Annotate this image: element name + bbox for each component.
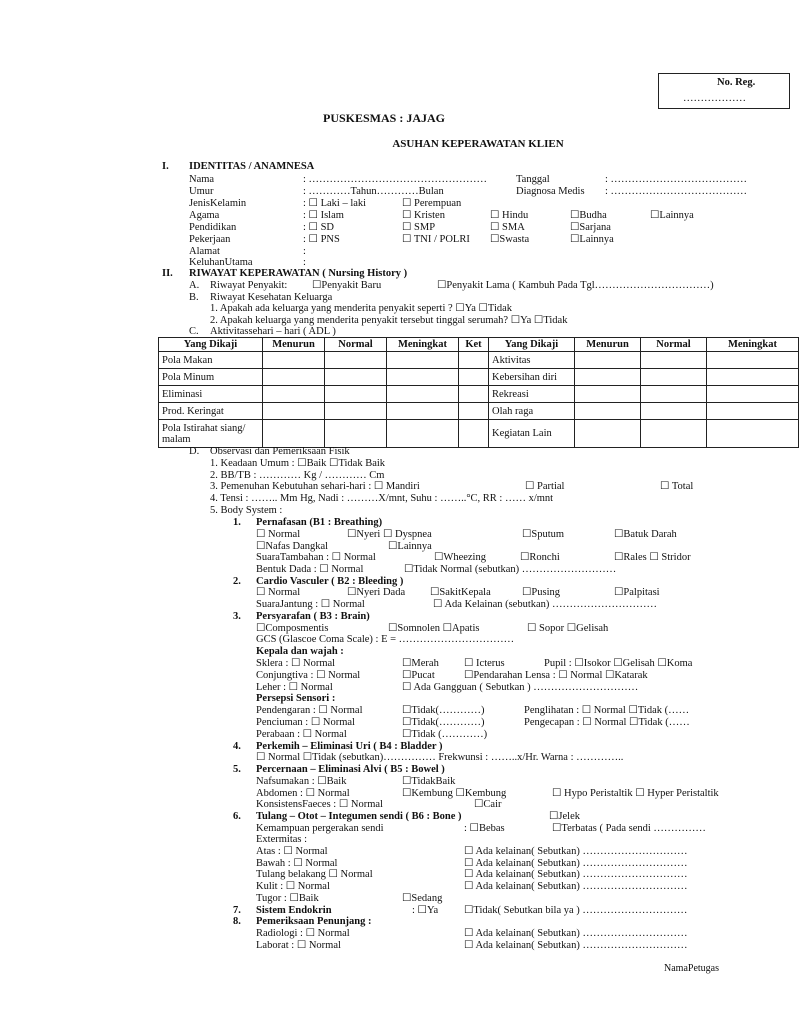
kepala-wajah-heading: Kepala dan wajah : [256,646,344,657]
penciuman-row[interactable]: Penciuman : ☐ Normal [256,717,355,728]
abdomen-peristaltik[interactable]: ☐ Hypo Peristaltik ☐ Hyper Peristaltik [552,788,719,799]
item-a-letter: A. [189,280,200,291]
b1-nafas-dangkal[interactable]: ☐Nafas Dangkal [256,541,329,552]
adl-row-label: Aktivitas [489,352,575,369]
b1-ronchi[interactable]: ☐Ronchi [520,552,560,563]
b1-nyeri-dyspnea[interactable]: ☐Nyeri ☐ Dyspnea [347,529,432,540]
pergerakan-sendi-label: Kemampuan pergerakan sendi [256,823,384,834]
sklera-merah[interactable]: ☐Merah [402,658,439,669]
tanggal-field[interactable]: : ………………………………… [605,174,748,185]
adl-cell[interactable] [387,403,459,420]
adl-cell[interactable] [641,403,707,420]
penyakit-lama-option[interactable]: ☐Penyakit Lama ( Kambuh Pada Tgl……………………………) [437,280,714,291]
keluarga-question-2[interactable]: 2. Apakah keluarga yang menderita penyakit tersebut tinggal serumah? ☐Ya ☐Tidak [210,315,568,326]
bawah-kelainan[interactable]: ☐ Ada kelainan( Sebutkan) ………………………… [464,858,688,869]
riwayat-penyakit-label: Riwayat Penyakit: [210,280,288,291]
alamat-label: Alamat [189,246,220,257]
suara-tambahan-row[interactable]: SuaraTambahan : ☐ Normal [256,552,376,563]
adl-cell[interactable] [707,403,799,420]
b3-number: 3. [233,611,241,622]
table-row [159,369,799,386]
keadaan-umum-row[interactable]: 1. Keadaan Umum : ☐Baik ☐Tidak Baik [210,458,386,469]
pemenuhan-partial[interactable]: ☐ Partial [525,481,565,492]
b1-normal[interactable]: ☐ Normal [256,529,301,540]
keluhan-field[interactable]: : [303,257,306,268]
item-c-letter: C. [189,326,199,337]
adl-header: Normal [325,338,387,352]
adl-cell[interactable] [575,403,641,420]
adl-cell[interactable] [387,369,459,386]
diagnosa-label: Diagnosa Medis [516,186,585,197]
pengecapan-row[interactable]: Pengecapan : ☐ Normal ☐Tidak (…… [524,717,690,728]
b3-title: Persyarafan ( B3 : Brain) [256,611,370,622]
atas-kelainan[interactable]: ☐ Ada kelainan( Sebutkan) ………………………… [464,846,688,857]
penciuman-tidak[interactable]: ☐Tidak(…………) [402,717,485,728]
conjungtiva-row[interactable]: Conjungtiva : ☐ Normal [256,670,361,681]
adl-cell[interactable] [325,403,387,420]
b4-number: 4. [233,741,241,752]
section-1-title: IDENTITAS / ANAMNESA [189,161,315,172]
b6-number: 6. [233,811,241,822]
leher-gangguan[interactable]: ☐ Ada Gangguan ( Sebutkan ) ………………………… [402,682,639,693]
riwayat-keluarga-label: Riwayat Kesehatan Keluarga [210,292,333,303]
adl-row-label: Olah raga [489,403,575,420]
b4-row[interactable]: ☐ Normal ☐Tidak (sebutkan)…………… Frekwunsi : ……..x/Hr. Warna : ………….. [256,752,624,763]
b1-number: 1. [233,517,241,528]
b2-title: Cardio Vasculer ( B2 : Bleeding ) [256,576,404,587]
item-d-letter: D. [189,446,200,457]
bb-tb-row[interactable]: 2. BB/TB : ………… Kg / ………… Cm [210,470,385,481]
adl-cell[interactable] [575,386,641,403]
adl-header: Ket [459,338,489,352]
adl-cell[interactable] [263,420,325,448]
page-subtitle: ASUHAN KEPERAWATAN KLIEN [392,138,564,150]
perabaan-row[interactable]: Perabaan : ☐ Normal [256,729,347,740]
pemenuhan-mandiri[interactable]: 3. Pemenuhan Kebutuhan sehari-hari : ☐ Mandiri [210,481,420,492]
adl-row-label: Pola Minum [159,369,263,386]
adl-cell[interactable] [641,420,707,448]
adl-cell[interactable] [263,352,325,369]
adl-cell[interactable] [707,369,799,386]
adl-cell[interactable] [707,420,799,448]
adl-header: Yang Dikaji [489,338,575,352]
radiologi-row[interactable]: Radiologi : ☐ Normal [256,928,350,939]
pendidikan-option-sd[interactable]: : ☐ SD [303,222,335,233]
conjungtiva-pucat[interactable]: ☐Pucat [402,670,435,681]
adl-cell[interactable] [263,369,325,386]
section-2-number: II. [162,268,173,279]
b2-number: 2. [233,576,241,587]
adl-row-label: Pola Makan [159,352,263,369]
tugor-row[interactable]: Tugor : ☐Baik [256,893,319,904]
endokrin-tidak[interactable]: ☐Tidak( Sebutkan bila ya ) ………………………… [464,905,688,916]
agama-option-lainnya[interactable]: ☐Lainnya [650,210,694,221]
suara-jantung-row[interactable]: SuaraJantung : ☐ Normal [256,599,365,610]
umur-field[interactable]: : …………Tahun…………Bulan [303,186,444,197]
agama-option-budha[interactable]: ☐Budha [570,210,607,221]
b7-title: Sistem Endokrin [256,905,332,916]
adl-row-label: Pola Istirahat siang/ malam [159,420,263,448]
agama-option-kristen[interactable]: ☐ Kristen [402,210,445,221]
section-1-number: I. [162,161,169,172]
bawah-row[interactable]: Bawah : ☐ Normal [256,858,338,869]
perabaan-tidak[interactable]: ☐Tidak (…………) [402,729,488,740]
b7-number: 7. [233,905,241,916]
adl-cell[interactable] [263,403,325,420]
umur-label: Umur [189,186,214,197]
pekerjaan-option-tni[interactable]: ☐ TNI / POLRI [402,234,470,245]
pemenuhan-total[interactable]: ☐ Total [660,481,694,492]
laborat-kelainan[interactable]: ☐ Ada kelainan( Sebutkan) ………………………… [464,940,688,951]
nama-petugas-label: NamaPetugas [664,963,719,974]
table-row [159,403,799,420]
suara-jantung-kelainan[interactable]: ☐ Ada Kelainan (sebutkan) ………………………… [433,599,658,610]
adl-header: Meningkat [387,338,459,352]
pendarahan-lensa-row[interactable]: ☐Pendarahan Lensa : ☐ Normal ☐Katarak [464,670,648,681]
b3-composmentis[interactable]: ☐Composmentis [256,623,329,634]
table-row [159,386,799,403]
keluhan-label: KeluhanUtama [189,257,253,268]
bentuk-dada-tidak[interactable]: ☐Tidak Normal (sebutkan) ……………………… [404,564,617,575]
pekerjaan-option-lainnya[interactable]: ☐Lainnya [570,234,614,245]
adl-header: Menurun [575,338,641,352]
adl-cell[interactable] [459,403,489,420]
radiologi-kelainan[interactable]: ☐ Ada kelainan( Sebutkan) ………………………… [464,928,688,939]
penglihatan-row[interactable]: Penglihatan : ☐ Normal ☐Tidak (…… [524,705,690,716]
b3-sopor-gelisah[interactable]: ☐ Sopor ☐Gelisah [527,623,609,634]
faeces-jelek[interactable]: ☐Jelek [549,811,580,822]
b5-number: 5. [233,764,241,775]
reg-label: No. Reg. [717,77,756,88]
pendidikan-option-sarjana[interactable]: ☐Sarjana [570,222,611,233]
adl-cell[interactable] [641,352,707,369]
b2-normal[interactable]: ☐ Normal [256,587,301,598]
adl-cell[interactable] [459,386,489,403]
adl-cell[interactable] [459,352,489,369]
abdomen-row[interactable]: Abdomen : ☐ Normal [256,788,350,799]
b1-wheezing[interactable]: ☐Wheezing [434,552,486,563]
adl-cell[interactable] [325,386,387,403]
adl-cell[interactable] [707,352,799,369]
extermitas-label: Extermitas : [256,834,308,845]
agama-option-islam[interactable]: : ☐ Islam [303,210,344,221]
laborat-row[interactable]: Laborat : ☐ Normal [256,940,341,951]
adl-cell[interactable] [459,369,489,386]
tulang-belakang-kelainan[interactable]: ☐ Ada kelainan( Sebutkan) ………………………… [464,869,688,880]
adl-header: Meningkat [707,338,799,352]
kulit-kelainan[interactable]: ☐ Ada kelainan( Sebutkan) ………………………… [464,881,688,892]
b8-title: Pemeriksaan Penunjang : [256,916,372,927]
b1-lainnya[interactable]: ☐Lainnya [388,541,432,552]
observasi-title: Observasi dan Pemeriksaan Fisik [210,446,350,457]
agama-label: Agama [189,210,220,221]
persepsi-sensori-heading: Persepsi Sensori : [256,693,336,704]
b2-palpitasi[interactable]: ☐Palpitasi [614,587,660,598]
section-2-title: RIWAYAT KEPERAWATAN ( Nursing History ) [189,268,408,279]
adl-cell[interactable] [459,420,489,448]
diagnosa-field[interactable]: : ………………………………… [605,186,748,197]
jk-option-perempuan[interactable]: ☐ Perempuan [402,198,462,209]
adl-cell[interactable] [325,369,387,386]
faeces-cair[interactable]: ☐Cair [474,799,502,810]
nafsu-makan-row[interactable]: Nafsumakan : ☐Baik [256,776,347,787]
b2-pusing[interactable]: ☐Pusing [522,587,561,598]
body-system-label: 5. Body System : [210,505,283,516]
adl-cell[interactable] [325,352,387,369]
sklera-icterus[interactable]: ☐ Icterus [464,658,505,669]
adl-cell[interactable] [387,386,459,403]
keluarga-question-1[interactable]: 1. Apakah ada keluarga yang menderita penyakit seperti ? ☐Ya ☐Tidak [210,303,513,314]
adl-row-label: Kegiatan Lain [489,420,575,448]
adl-row-label: Prod. Keringat [159,403,263,420]
tanggal-label: Tanggal [516,174,550,185]
tulang-belakang-row[interactable]: Tulang belakang ☐ Normal [256,869,373,880]
adl-cell[interactable] [575,369,641,386]
abdomen-kembung[interactable]: ☐Kembung ☐Kembung [402,788,507,799]
adl-label: Aktivitassehari – hari ( ADL ) [210,326,336,337]
registration-box [658,73,790,109]
b5-title: Percernaan – Eliminasi Alvi ( B5 : Bowel ) [256,764,445,775]
b3-somnolen-apatis[interactable]: ☐Somnolen ☐Apatis [388,623,480,634]
page-title: PUSKESMAS : JAJAG [322,111,446,125]
adl-header: Menurun [263,338,325,352]
reg-value[interactable]: ……………… [683,93,746,104]
pendidikan-option-sma[interactable]: ☐ SMA [490,222,525,233]
pendidikan-label: Pendidikan [189,222,237,233]
alamat-field[interactable]: : [303,246,306,257]
table-row [159,352,799,369]
bentuk-dada-row[interactable]: Bentuk Dada : ☐ Normal [256,564,364,575]
agama-option-hindu[interactable]: ☐ Hindu [490,210,529,221]
b1-title: Pernafasan (B1 : Breathing) [256,517,383,528]
endokrin-ya[interactable]: : ☐Ya [412,905,439,916]
kulit-row[interactable]: Kulit : ☐ Normal [256,881,330,892]
nafsu-makan-tidak-baik[interactable]: ☐TidakBaik [402,776,456,787]
b8-number: 8. [233,916,241,927]
penyakit-baru-option[interactable]: ☐Penyakit Baru [312,280,382,291]
adl-header: Yang Dikaji [159,338,263,352]
konsistensi-faeces-row[interactable]: KonsistensFaeces : ☐ Normal [256,799,383,810]
adl-cell[interactable] [387,420,459,448]
pendengaran-row[interactable]: Pendengaran : ☐ Normal [256,705,363,716]
adl-cell[interactable] [707,386,799,403]
pendidikan-option-smp[interactable]: ☐ SMP [402,222,436,233]
nama-label: Nama [189,174,215,185]
vital-signs-row[interactable]: 4. Tensi : …….. Mm Hg, Nadi : ………X/mnt, Suhu : ……..°C, RR : …… x/mnt [210,493,554,504]
sklera-row[interactable]: Sklera : ☐ Normal [256,658,336,669]
b1-rales-stridor[interactable]: ☐Rales ☐ Stridor [614,552,691,563]
sendi-terbatas[interactable]: ☐Terbatas ( Pada sendi …………… [552,823,706,834]
adl-header-row [159,338,799,352]
adl-cell[interactable] [575,352,641,369]
b1-batuk-darah[interactable]: ☐Batuk Darah [614,529,677,540]
adl-row-label: Rekreasi [489,386,575,403]
jk-option-laki[interactable]: : ☐ Laki – laki [303,198,367,209]
b4-title: Perkemih – Eliminasi Uri ( B4 : Bladder ) [256,741,443,752]
adl-cell[interactable] [263,386,325,403]
b2-nyeri-dada[interactable]: ☐Nyeri Dada [347,587,406,598]
pekerjaan-option-swasta[interactable]: ☐Swasta [490,234,530,245]
adl-row-label: Kebersihan diri [489,369,575,386]
leher-row[interactable]: Leher : ☐ Normal [256,682,333,693]
adl-row-label: Eliminasi [159,386,263,403]
b6-title: Tulang – Otot – Integumen sendi ( B6 : Bone ) [256,811,462,822]
adl-cell[interactable] [387,352,459,369]
adl-table [158,337,799,448]
tugor-sedang[interactable]: ☐Sedang [402,893,443,904]
pekerjaan-label: Pekerjaan [189,234,231,245]
jenis-kelamin-label: JenisKelamin [189,198,247,209]
nama-field[interactable]: : …………………………………………… [303,174,488,185]
adl-cell[interactable] [575,420,641,448]
b1-sputum[interactable]: ☐Sputum [522,529,565,540]
pupil-row[interactable]: Pupil : ☐Isokor ☐Gelisah ☐Koma [544,658,693,669]
sendi-bebas[interactable]: : ☐Bebas [464,823,505,834]
adl-header: Normal [641,338,707,352]
item-b-letter: B. [189,292,199,303]
adl-cell[interactable] [641,369,707,386]
pekerjaan-option-pns[interactable]: : ☐ PNS [303,234,340,245]
b2-sakit-kepala[interactable]: ☐SakitKepala [430,587,491,598]
atas-row[interactable]: Atas : ☐ Normal [256,846,328,857]
adl-cell[interactable] [641,386,707,403]
adl-cell[interactable] [325,420,387,448]
gcs-row[interactable]: GCS (Glascoe Coma Scale) : E = …………………………… [256,634,515,645]
pendengaran-tidak[interactable]: ☐Tidak(…………) [402,705,485,716]
table-row [159,420,799,448]
